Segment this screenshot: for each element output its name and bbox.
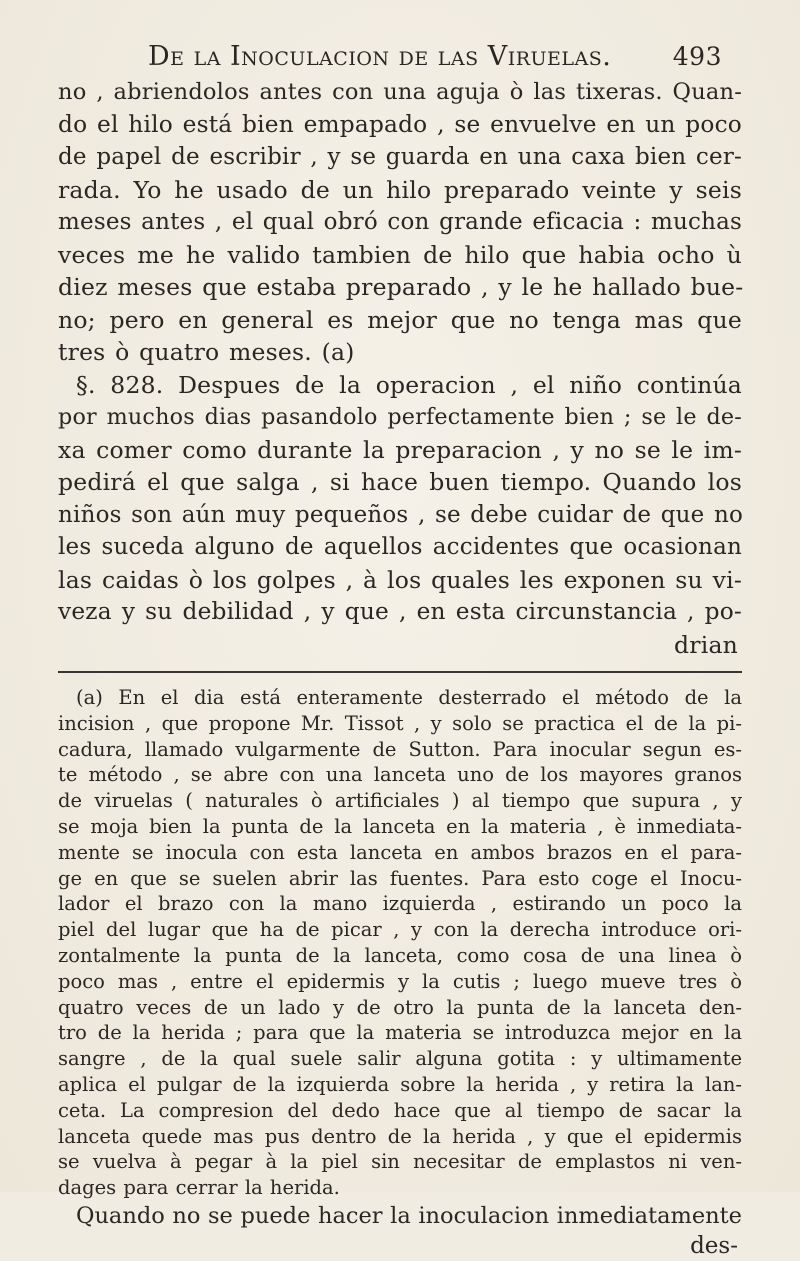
footnote-rule <box>58 671 742 673</box>
footnote-line: aplica el pulgar de la izquierda sobre la herida , y retira la lan- <box>58 1072 742 1096</box>
catchword: drian <box>674 630 738 659</box>
text-line: les suceda alguno de aquellos accidentes que ocasionan <box>58 534 742 560</box>
continuation-line: Quando no se puede hacer la inoculacion inmediatamente <box>76 1202 742 1229</box>
running-head-title: De la Inoculacion de las Viruelas. <box>148 41 612 72</box>
main-text <box>58 76 742 661</box>
continuation <box>58 1201 742 1261</box>
text-line: xa comer como durante la preparacion , y no se le im- <box>58 435 742 464</box>
text-line: pedirá el que salga , si hace buen tiempo. Quando los <box>58 468 742 496</box>
footnote-line: quatro veces de un lado y de otro la punta de la lanceta den- <box>58 995 742 1019</box>
footnote-line: dages para cerrar la herida. <box>58 1176 340 1200</box>
page-number: 493 <box>672 42 722 71</box>
footnote-line: ge en que se suelen abrir las fuentes. Para esto coge el Inocu- <box>58 866 742 890</box>
footnote-line: tro de la herida ; para que la materia se introduzca mejor en la <box>58 1021 742 1045</box>
footnote-line: cadura, llamado vulgarmente de Sutton. Para inocular segun es- <box>58 737 742 761</box>
footnote-line: de viruelas ( naturales ò artificiales ) al tiempo que supura , y <box>58 789 742 813</box>
footnote-line: ceta. La compresion del dedo hace que al tiempo de sacar la <box>58 1098 742 1122</box>
footnote-line: mente se inocula con esta lanceta en ambos brazos en el para- <box>58 840 742 864</box>
text-line: veza y su debilidad , y que , en esta circunstancia , po- <box>58 598 742 625</box>
text-line: por muchos dias pasandolo perfectamente bien ; se le de- <box>58 404 742 430</box>
text-line: rada. Yo he usado de un hilo preparado veinte y seis <box>58 175 742 204</box>
text-line: meses antes , el qual obró con grande eficacia : muchas <box>58 209 742 235</box>
running-head <box>148 40 722 74</box>
footnote-line: lanceta quede mas pus dentro de la herida , y que el epidermis <box>58 1124 742 1148</box>
text-line: no; pero en general es mejor que no tenga mas que <box>58 305 742 334</box>
footnote-line: piel del lugar que ha de picar , y con la derecha introduce ori- <box>58 918 742 942</box>
footnote-line: sangre , de la qual suele salir alguna gotita : y ultimamente <box>58 1047 742 1071</box>
footnote <box>58 685 742 1201</box>
continuation-catchword: des- <box>690 1232 738 1259</box>
footnote-line: lador el brazo con la mano izquierda , estirando un poco la <box>58 892 742 916</box>
text-line: niños son aún muy pequeños , se debe cuidar de que no <box>58 501 744 528</box>
text-line: tres ò quatro meses. (a) <box>58 338 355 366</box>
footnote-line: zontalmente la punta de la lanceta, como cosa de una linea ò <box>58 943 742 967</box>
text-line: veces me he valido tambien de hilo que habia ocho ù <box>58 240 742 269</box>
footnote-line: te método , se abre con una lanceta uno de los mayores granos <box>58 763 742 787</box>
footnote-line: se vuelva à pegar à la piel sin necesitar de emplastos ni ven- <box>58 1150 742 1174</box>
text-line-section-828: §. 828. Despues de la operacion , el niño continúa <box>76 370 742 399</box>
text-line: de papel de escribir , y se guarda en una caxa bien cer- <box>58 144 742 170</box>
text-line: do el hilo está bien empapado , se envuelve en un poco <box>58 110 742 138</box>
footnote-line: incision , que propone Mr. Tissot , y solo se practica el de la pi- <box>58 711 742 735</box>
footnote-line: (a) En el dia está enteramente desterrado el método de la <box>76 686 742 709</box>
text-line: diez meses que estaba preparado , y le he hallado bue- <box>58 273 744 301</box>
text-line: las caidas ò los golpes , à los quales les exponen su vi- <box>58 565 742 594</box>
text-line: no , abriendolos antes con una aguja ò las tixeras. Quan- <box>58 79 742 105</box>
footnote-line: se moja bien la punta de la lanceta en la materia , è inmediata- <box>58 814 742 838</box>
footnote-line: poco mas , entre el epidermis y la cutis ; luego mueve tres ò <box>58 969 742 993</box>
